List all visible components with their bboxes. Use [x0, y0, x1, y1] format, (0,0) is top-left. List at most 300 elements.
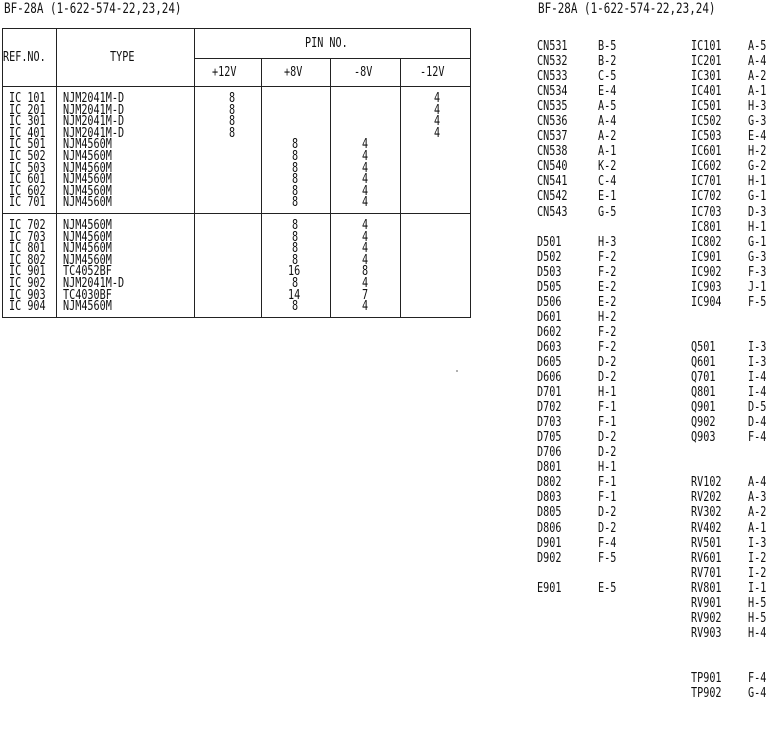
m8-cell	[331, 213, 401, 317]
m8-value: 4	[361, 275, 368, 291]
p12-value	[195, 290, 261, 302]
location-grid: A-2	[598, 129, 617, 145]
location-ref: RV302	[691, 505, 722, 521]
m8-value: 4	[361, 160, 368, 176]
location-ref: Q801	[691, 385, 716, 401]
p8-value: 8	[292, 217, 299, 233]
table-group-row	[3, 213, 471, 317]
table-group-row	[3, 87, 471, 214]
location-ref: D602	[537, 324, 562, 340]
location-grid: F-2	[598, 324, 617, 340]
location-row	[537, 566, 677, 581]
ref-value: IC 902	[9, 275, 46, 291]
location-grid: H-3	[598, 234, 617, 250]
p8-value: 8	[292, 195, 299, 211]
location-grid: D-2	[598, 445, 617, 461]
location-ref: Q501	[691, 339, 716, 355]
location-ref: IC601	[691, 144, 722, 160]
m8-value: 4	[361, 148, 368, 164]
left-title: BF-28A (1-622-574-22,23,24)	[4, 1, 182, 17]
location-row	[537, 69, 677, 84]
location-row	[537, 280, 677, 295]
location-row	[691, 310, 781, 325]
p12-value	[195, 255, 261, 267]
m8-value: 4	[361, 252, 368, 268]
location-row	[691, 490, 781, 505]
location-grid: I-2	[748, 565, 767, 581]
location-grid: B-2	[598, 54, 617, 70]
location-row	[537, 220, 677, 235]
location-row	[691, 69, 781, 84]
p12-value	[195, 232, 261, 244]
location-row	[691, 99, 781, 114]
location-row	[537, 400, 677, 415]
location-row	[691, 265, 781, 280]
m12-value	[401, 197, 470, 209]
location-row	[537, 114, 677, 129]
p12-value	[195, 220, 261, 232]
ref-value: IC 903	[9, 287, 46, 303]
location-grid: A-1	[598, 144, 617, 160]
location-row	[691, 430, 781, 445]
location-row	[691, 54, 781, 69]
p8-cell	[262, 87, 331, 214]
location-grid: F-1	[598, 400, 617, 416]
location-grid: K-2	[598, 159, 617, 175]
location-ref: D902	[537, 550, 562, 566]
location-grid: I-3	[748, 535, 767, 551]
m8-cell	[331, 87, 401, 214]
p12-value	[195, 278, 261, 290]
location-grid: E-4	[598, 84, 617, 100]
location-ref: TP902	[691, 686, 722, 702]
ref-value: IC 901	[9, 264, 46, 280]
location-ref: D703	[537, 415, 562, 431]
location-ref: D901	[537, 535, 562, 551]
p12-value	[195, 301, 261, 313]
location-ref: IC602	[691, 159, 722, 175]
location-grid: A-4	[748, 54, 767, 70]
p12-value	[195, 163, 261, 175]
location-ref: IC902	[691, 264, 722, 280]
p12-header: +12V	[195, 59, 262, 87]
p12-value: 8	[229, 114, 236, 130]
ref-value: IC 904	[9, 299, 46, 315]
location-grid: B-5	[598, 39, 617, 54]
location-ref: Q601	[691, 354, 716, 370]
location-row	[691, 551, 781, 566]
ref-value: IC 801	[9, 241, 46, 257]
p8-value: 8	[292, 172, 299, 188]
location-row	[691, 355, 781, 370]
p12-value	[195, 139, 261, 151]
type-value: TC4030BF	[63, 287, 112, 303]
location-row	[537, 325, 677, 340]
location-ref: D606	[537, 370, 562, 386]
location-ref: IC201	[691, 54, 722, 70]
location-row	[537, 129, 677, 144]
location-ref: RV501	[691, 535, 722, 551]
location-row	[537, 159, 677, 174]
location-grid: H-1	[598, 385, 617, 401]
location-ref: IC503	[691, 129, 722, 145]
location-grid: F-3	[748, 264, 767, 280]
location-ref: RV801	[691, 580, 722, 596]
location-grid: H-2	[748, 144, 767, 160]
type-value: NJM4560M	[63, 229, 112, 245]
location-ref: IC701	[691, 174, 722, 190]
ref-value: IC 503	[9, 160, 46, 176]
location-ref: CN543	[537, 204, 568, 220]
type-cell	[57, 213, 195, 317]
type-header: TYPE	[57, 29, 195, 87]
type-value: NJM2041M-D	[63, 114, 125, 130]
location-grid: F-2	[598, 249, 617, 265]
location-row	[537, 536, 677, 551]
location-row	[691, 505, 781, 520]
location-grid: G-4	[748, 686, 767, 702]
location-grid: J-1	[748, 279, 767, 295]
location-grid: F-1	[598, 490, 617, 506]
location-ref: D601	[537, 309, 562, 325]
location-ref: IC703	[691, 204, 722, 220]
p8-value: 8	[292, 241, 299, 257]
location-ref: RV202	[691, 490, 722, 506]
pin-table-header-row	[3, 29, 471, 59]
m8-value: 4	[361, 229, 368, 245]
p8-header: +8V	[262, 59, 331, 87]
type-value: NJM2041M-D	[63, 91, 125, 106]
location-grid: H-5	[748, 610, 767, 626]
location-grid: I-2	[748, 550, 767, 566]
m12-value: 4	[434, 91, 441, 106]
ref-value: IC 501	[9, 137, 46, 153]
m12-value	[401, 243, 470, 255]
location-row	[537, 174, 677, 189]
location-row	[691, 250, 781, 265]
location-ref: IC801	[691, 219, 722, 235]
location-row	[691, 370, 781, 385]
p8-value	[262, 93, 330, 105]
location-row	[691, 235, 781, 250]
p12-value	[195, 266, 261, 278]
location-grid: A-2	[748, 505, 767, 521]
location-row	[537, 54, 677, 69]
location-grid: I-3	[748, 354, 767, 370]
ref-value: IC 301	[9, 114, 46, 130]
m8-value: 4	[361, 299, 368, 315]
type-value: NJM4560M	[63, 195, 112, 211]
location-row	[537, 310, 677, 325]
location-row	[691, 340, 781, 355]
p12-value	[195, 151, 261, 163]
location-row	[691, 280, 781, 295]
location-row	[691, 641, 781, 656]
type-value: NJM4560M	[63, 299, 112, 315]
location-row	[691, 460, 781, 475]
type-value: NJM2041M-D	[63, 102, 125, 118]
location-grid: A-4	[748, 475, 767, 491]
location-row	[537, 39, 677, 54]
m8-value: 7	[361, 287, 368, 303]
m12-value	[401, 186, 470, 198]
location-row	[691, 84, 781, 99]
location-grid: H-2	[598, 309, 617, 325]
m12-value: 4	[434, 102, 441, 118]
location-row	[537, 144, 677, 159]
location-ref: D501	[537, 234, 562, 250]
location-ref: D701	[537, 385, 562, 401]
location-ref: IC101	[691, 39, 722, 54]
p8-cell	[262, 213, 331, 317]
location-row	[691, 611, 781, 626]
location-ref: IC901	[691, 249, 722, 265]
m12-value	[401, 255, 470, 267]
location-row	[537, 265, 677, 280]
location-row	[691, 581, 781, 596]
m12-value	[401, 278, 470, 290]
pin-group-header: PIN NO.	[195, 29, 471, 59]
location-ref: D603	[537, 339, 562, 355]
location-row	[537, 490, 677, 505]
location-grid: G-5	[598, 204, 617, 220]
type-value: NJM4560M	[63, 241, 112, 257]
m8-value	[331, 93, 400, 105]
m12-header: -12V	[401, 59, 471, 87]
location-grid: E-1	[598, 189, 617, 205]
location-grid: D-5	[748, 400, 767, 416]
location-grid: E-2	[598, 294, 617, 310]
ref-value: IC 502	[9, 148, 46, 164]
p12-cell	[195, 213, 262, 317]
m8-value	[331, 116, 400, 128]
m12-value	[401, 174, 470, 186]
m8-value: 8	[361, 264, 368, 280]
p12-value	[195, 243, 261, 255]
location-grid: H-3	[748, 99, 767, 115]
location-row	[691, 189, 781, 204]
ref-value: IC 201	[9, 102, 46, 118]
location-row	[691, 686, 781, 701]
location-ref: RV102	[691, 475, 722, 491]
location-grid: A-5	[598, 99, 617, 115]
location-ref: Q901	[691, 400, 716, 416]
location-row	[691, 114, 781, 129]
location-row	[691, 129, 781, 144]
location-ref: D505	[537, 279, 562, 295]
stray-dot	[456, 370, 458, 372]
location-row	[537, 521, 677, 536]
location-grid: F-1	[598, 475, 617, 491]
location-ref: IC301	[691, 69, 722, 85]
location-row	[691, 159, 781, 174]
location-grid: F-4	[748, 430, 767, 446]
location-ref: CN541	[537, 174, 568, 190]
location-row	[691, 671, 781, 686]
location-grid: A-3	[748, 490, 767, 506]
ref-cell	[3, 213, 57, 317]
location-row	[691, 536, 781, 551]
location-ref: D802	[537, 475, 562, 491]
location-column-1	[537, 39, 677, 596]
type-value: NJM4560M	[63, 252, 112, 268]
m12-cell	[401, 213, 471, 317]
location-ref: D503	[537, 264, 562, 280]
location-grid: H-1	[748, 219, 767, 235]
ref-cell	[3, 87, 57, 214]
location-grid: D-2	[598, 520, 617, 536]
ref-value: IC 401	[9, 125, 46, 141]
m8-value: 4	[361, 217, 368, 233]
p8-value: 8	[292, 252, 299, 268]
location-ref: CN531	[537, 39, 568, 54]
location-row	[537, 84, 677, 99]
location-grid: C-4	[598, 174, 617, 190]
location-ref: D803	[537, 490, 562, 506]
location-ref: IC802	[691, 234, 722, 250]
p8-value: 8	[292, 229, 299, 245]
location-grid: I-3	[748, 339, 767, 355]
location-ref: D801	[537, 460, 562, 476]
location-row	[537, 430, 677, 445]
location-ref: RV901	[691, 595, 722, 611]
m12-value: 4	[434, 125, 441, 141]
location-ref: IC501	[691, 99, 722, 115]
p8-value: 8	[292, 137, 299, 153]
location-grid: D-2	[598, 505, 617, 521]
m8-value: 4	[361, 172, 368, 188]
location-grid: H-1	[598, 460, 617, 476]
location-grid: E-2	[598, 279, 617, 295]
location-grid: G-3	[748, 114, 767, 130]
location-ref: RV701	[691, 565, 722, 581]
location-grid: H-5	[748, 595, 767, 611]
type-value: NJM2041M-D	[63, 275, 125, 291]
location-ref: CN542	[537, 189, 568, 205]
location-grid: A-4	[598, 114, 617, 130]
m8-value: 4	[361, 183, 368, 199]
p12-value: 8	[229, 102, 236, 118]
p8-value: 8	[292, 275, 299, 291]
location-ref: CN540	[537, 159, 568, 175]
type-value: NJM2041M-D	[63, 125, 125, 141]
location-grid: I-4	[748, 385, 767, 401]
type-value: TC4052BF	[63, 264, 112, 280]
location-grid: D-3	[748, 204, 767, 220]
m8-value: 4	[361, 195, 368, 211]
location-column-2	[691, 39, 781, 701]
location-row	[537, 295, 677, 310]
m8-value: 4	[361, 137, 368, 153]
location-row	[537, 475, 677, 490]
ref-value: IC 701	[9, 195, 46, 211]
location-ref: IC702	[691, 189, 722, 205]
location-grid: F-5	[748, 294, 767, 310]
p12-value	[195, 186, 261, 198]
right-title: BF-28A (1-622-574-22,23,24)	[538, 1, 716, 17]
location-grid: G-1	[748, 234, 767, 250]
location-grid: I-4	[748, 370, 767, 386]
location-ref: Q903	[691, 430, 716, 446]
m12-value: 4	[434, 114, 441, 130]
p8-value: 8	[292, 183, 299, 199]
m12-value	[401, 163, 470, 175]
type-cell	[57, 87, 195, 214]
m12-value	[401, 290, 470, 302]
p12-value	[195, 197, 261, 209]
location-grid: H-1	[748, 174, 767, 190]
location-ref: D605	[537, 354, 562, 370]
location-ref: RV402	[691, 520, 722, 536]
location-grid: C-5	[598, 69, 617, 85]
location-row	[691, 475, 781, 490]
location-row	[537, 189, 677, 204]
p12-cell	[195, 87, 262, 214]
location-grid: A-1	[748, 84, 767, 100]
p12-value: 8	[229, 125, 236, 141]
location-ref: Q902	[691, 415, 716, 431]
p12-value: 8	[229, 91, 236, 106]
location-row	[537, 385, 677, 400]
location-ref: IC903	[691, 279, 722, 295]
location-ref: CN538	[537, 144, 568, 160]
m8-value: 4	[361, 241, 368, 257]
location-row	[691, 220, 781, 235]
m12-value	[401, 301, 470, 313]
location-ref: E901	[537, 580, 562, 596]
type-value: NJM4560M	[63, 160, 112, 176]
location-row	[691, 566, 781, 581]
type-value: NJM4560M	[63, 137, 112, 153]
p8-value	[262, 105, 330, 117]
location-ref: CN535	[537, 99, 568, 115]
pin-table	[2, 28, 471, 318]
location-row	[691, 596, 781, 611]
location-row	[691, 521, 781, 536]
location-row	[537, 355, 677, 370]
location-ref: RV903	[691, 625, 722, 641]
m8-header: -8V	[331, 59, 401, 87]
location-grid: G-3	[748, 249, 767, 265]
location-grid: F-5	[598, 550, 617, 566]
p8-value: 8	[292, 160, 299, 176]
location-ref: IC502	[691, 114, 722, 130]
location-grid: H-4	[748, 625, 767, 641]
location-grid: F-1	[598, 415, 617, 431]
location-row	[537, 551, 677, 566]
m8-value	[331, 105, 400, 117]
location-grid: D-4	[748, 415, 767, 431]
location-row	[691, 39, 781, 54]
type-value: NJM4560M	[63, 217, 112, 233]
ref-value: IC 702	[9, 217, 46, 233]
location-ref: CN533	[537, 69, 568, 85]
location-grid: F-2	[598, 264, 617, 280]
ref-value: IC 602	[9, 183, 46, 199]
location-row	[691, 415, 781, 430]
location-ref: D706	[537, 445, 562, 461]
location-row	[537, 235, 677, 250]
m12-value	[401, 139, 470, 151]
type-value: NJM4560M	[63, 148, 112, 164]
m12-value	[401, 266, 470, 278]
location-ref: TP901	[691, 670, 722, 686]
location-ref: IC904	[691, 294, 722, 310]
location-ref: D805	[537, 505, 562, 521]
ref-header: REF.NO.	[3, 29, 57, 87]
location-row	[537, 99, 677, 114]
location-ref: D705	[537, 430, 562, 446]
